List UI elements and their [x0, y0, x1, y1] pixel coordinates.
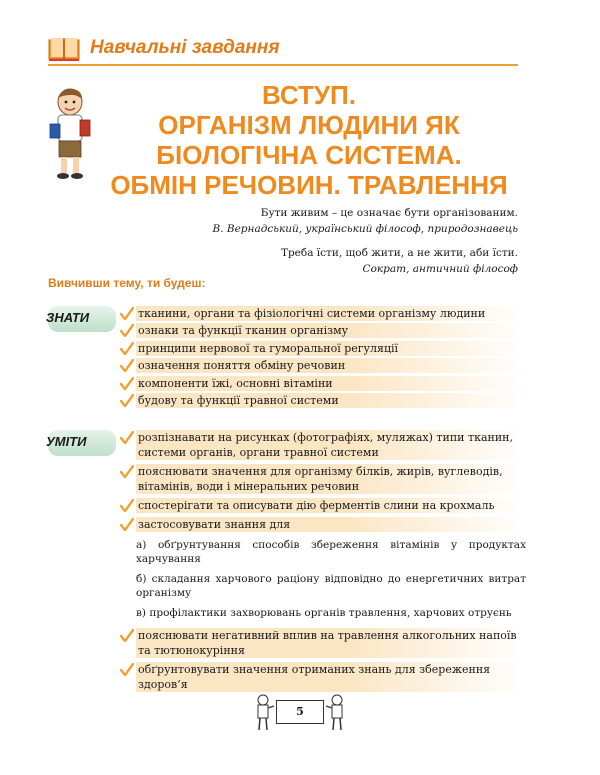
open-book-icon [48, 36, 80, 62]
list-item-text: будову та функції травної системи [136, 393, 526, 408]
intro-text: Вивчивши тему, ти будеш: [48, 276, 206, 290]
can-badge [48, 430, 116, 456]
list-item-text: тканини, органи та фізіологічні системи організму людини [136, 306, 526, 321]
sub-item: а) обґрунтування способів збереження вітамінів у продуктах харчування [136, 539, 526, 565]
sub-item: в) профілактики захворювань органів травлення, харчових отруєнь [136, 607, 512, 619]
page-number: 5 [276, 700, 324, 724]
can-label: УМІТИ [46, 434, 87, 449]
list-item-text: пояснювати негативний вплив на травлення алкогольних напоїв та тютюнокуріння [136, 628, 526, 658]
checkmark-icon [120, 518, 134, 531]
list-item [118, 323, 526, 340]
list-item-text: застосовувати знання для [136, 517, 526, 532]
list-item [118, 464, 526, 494]
epigraph-author: Сократ, античний філософ [362, 263, 518, 275]
chapter-title [104, 80, 514, 200]
epigraph-quote: Бути живим – це означає бути організованим. [260, 207, 518, 219]
chapter-title-line: БІОЛОГІЧНА СИСТЕМА. [156, 140, 462, 170]
list-item [118, 306, 526, 323]
list-item [118, 662, 526, 692]
section-header [48, 36, 518, 64]
list-item-text: обґрунтовувати значення отриманих знань для збереження здоров’я [136, 662, 526, 692]
list-item [118, 628, 526, 658]
list-item-text: спостерігати та описувати дію ферментів слини на крохмаль [136, 498, 526, 513]
checkmark-icon [120, 324, 134, 337]
checkmark-icon [120, 663, 134, 676]
checkmark-icon [120, 465, 134, 478]
list-item [118, 358, 526, 375]
list-item-text: компоненти їжі, основні вітаміни [136, 376, 526, 391]
page-footer [250, 694, 350, 734]
checkmark-icon [120, 629, 134, 642]
list-item [118, 393, 526, 410]
header-divider [48, 64, 518, 66]
checkmark-icon [120, 431, 134, 444]
list-item [118, 430, 526, 460]
list-item [118, 517, 526, 532]
list-item-text: принципи нервової та гуморальної регуляції [136, 341, 526, 356]
epigraph-author: В. Вернадський, український філософ, природознавець [212, 223, 518, 235]
epigraph-quote: Треба їсти, щоб жити, а не жити, аби їсти. [280, 247, 518, 259]
list-item [118, 341, 526, 358]
checkmark-icon [120, 499, 134, 512]
kid-figure-icon [252, 694, 274, 732]
know-badge [48, 306, 116, 332]
checkmark-icon [120, 394, 134, 407]
kid-figure-icon [326, 694, 348, 732]
chapter-title-line: ОРГАНІЗМ ЛЮДИНИ ЯК [158, 110, 460, 140]
chapter-title-line: ОБМІН РЕЧОВИН. ТРАВЛЕННЯ [110, 170, 508, 200]
epigraph [212, 205, 518, 237]
list-item-text: розпізнавати на рисунках (фотографіях, муляжах) типи тканин, системи органів, органи травної системи [136, 430, 526, 460]
can-list [118, 430, 526, 692]
checkmark-icon [120, 359, 134, 372]
section-title: Навчальні завдання [90, 37, 280, 58]
sub-list [118, 538, 526, 620]
student-mascot-icon [44, 86, 96, 182]
checkmark-icon [120, 377, 134, 390]
list-item-text: означення поняття обміну речовин [136, 358, 526, 373]
checkmark-icon [120, 307, 134, 320]
know-list [118, 306, 526, 410]
list-item [118, 376, 526, 393]
chapter-title-line: ВСТУП. [262, 80, 356, 110]
list-item-text: ознаки та функції тканин організму [136, 323, 526, 338]
sub-item: б) складання харчового раціону відповідно до енергетичних витрат організму [136, 573, 526, 599]
checkmark-icon [120, 342, 134, 355]
epigraph [281, 245, 518, 277]
list-item [118, 498, 526, 513]
know-label: ЗНАТИ [46, 310, 90, 325]
list-item-text: пояснювати значення для організму білків, жирів, вуглеводів, вітамінів, води і мінеральних речовин [136, 464, 526, 494]
